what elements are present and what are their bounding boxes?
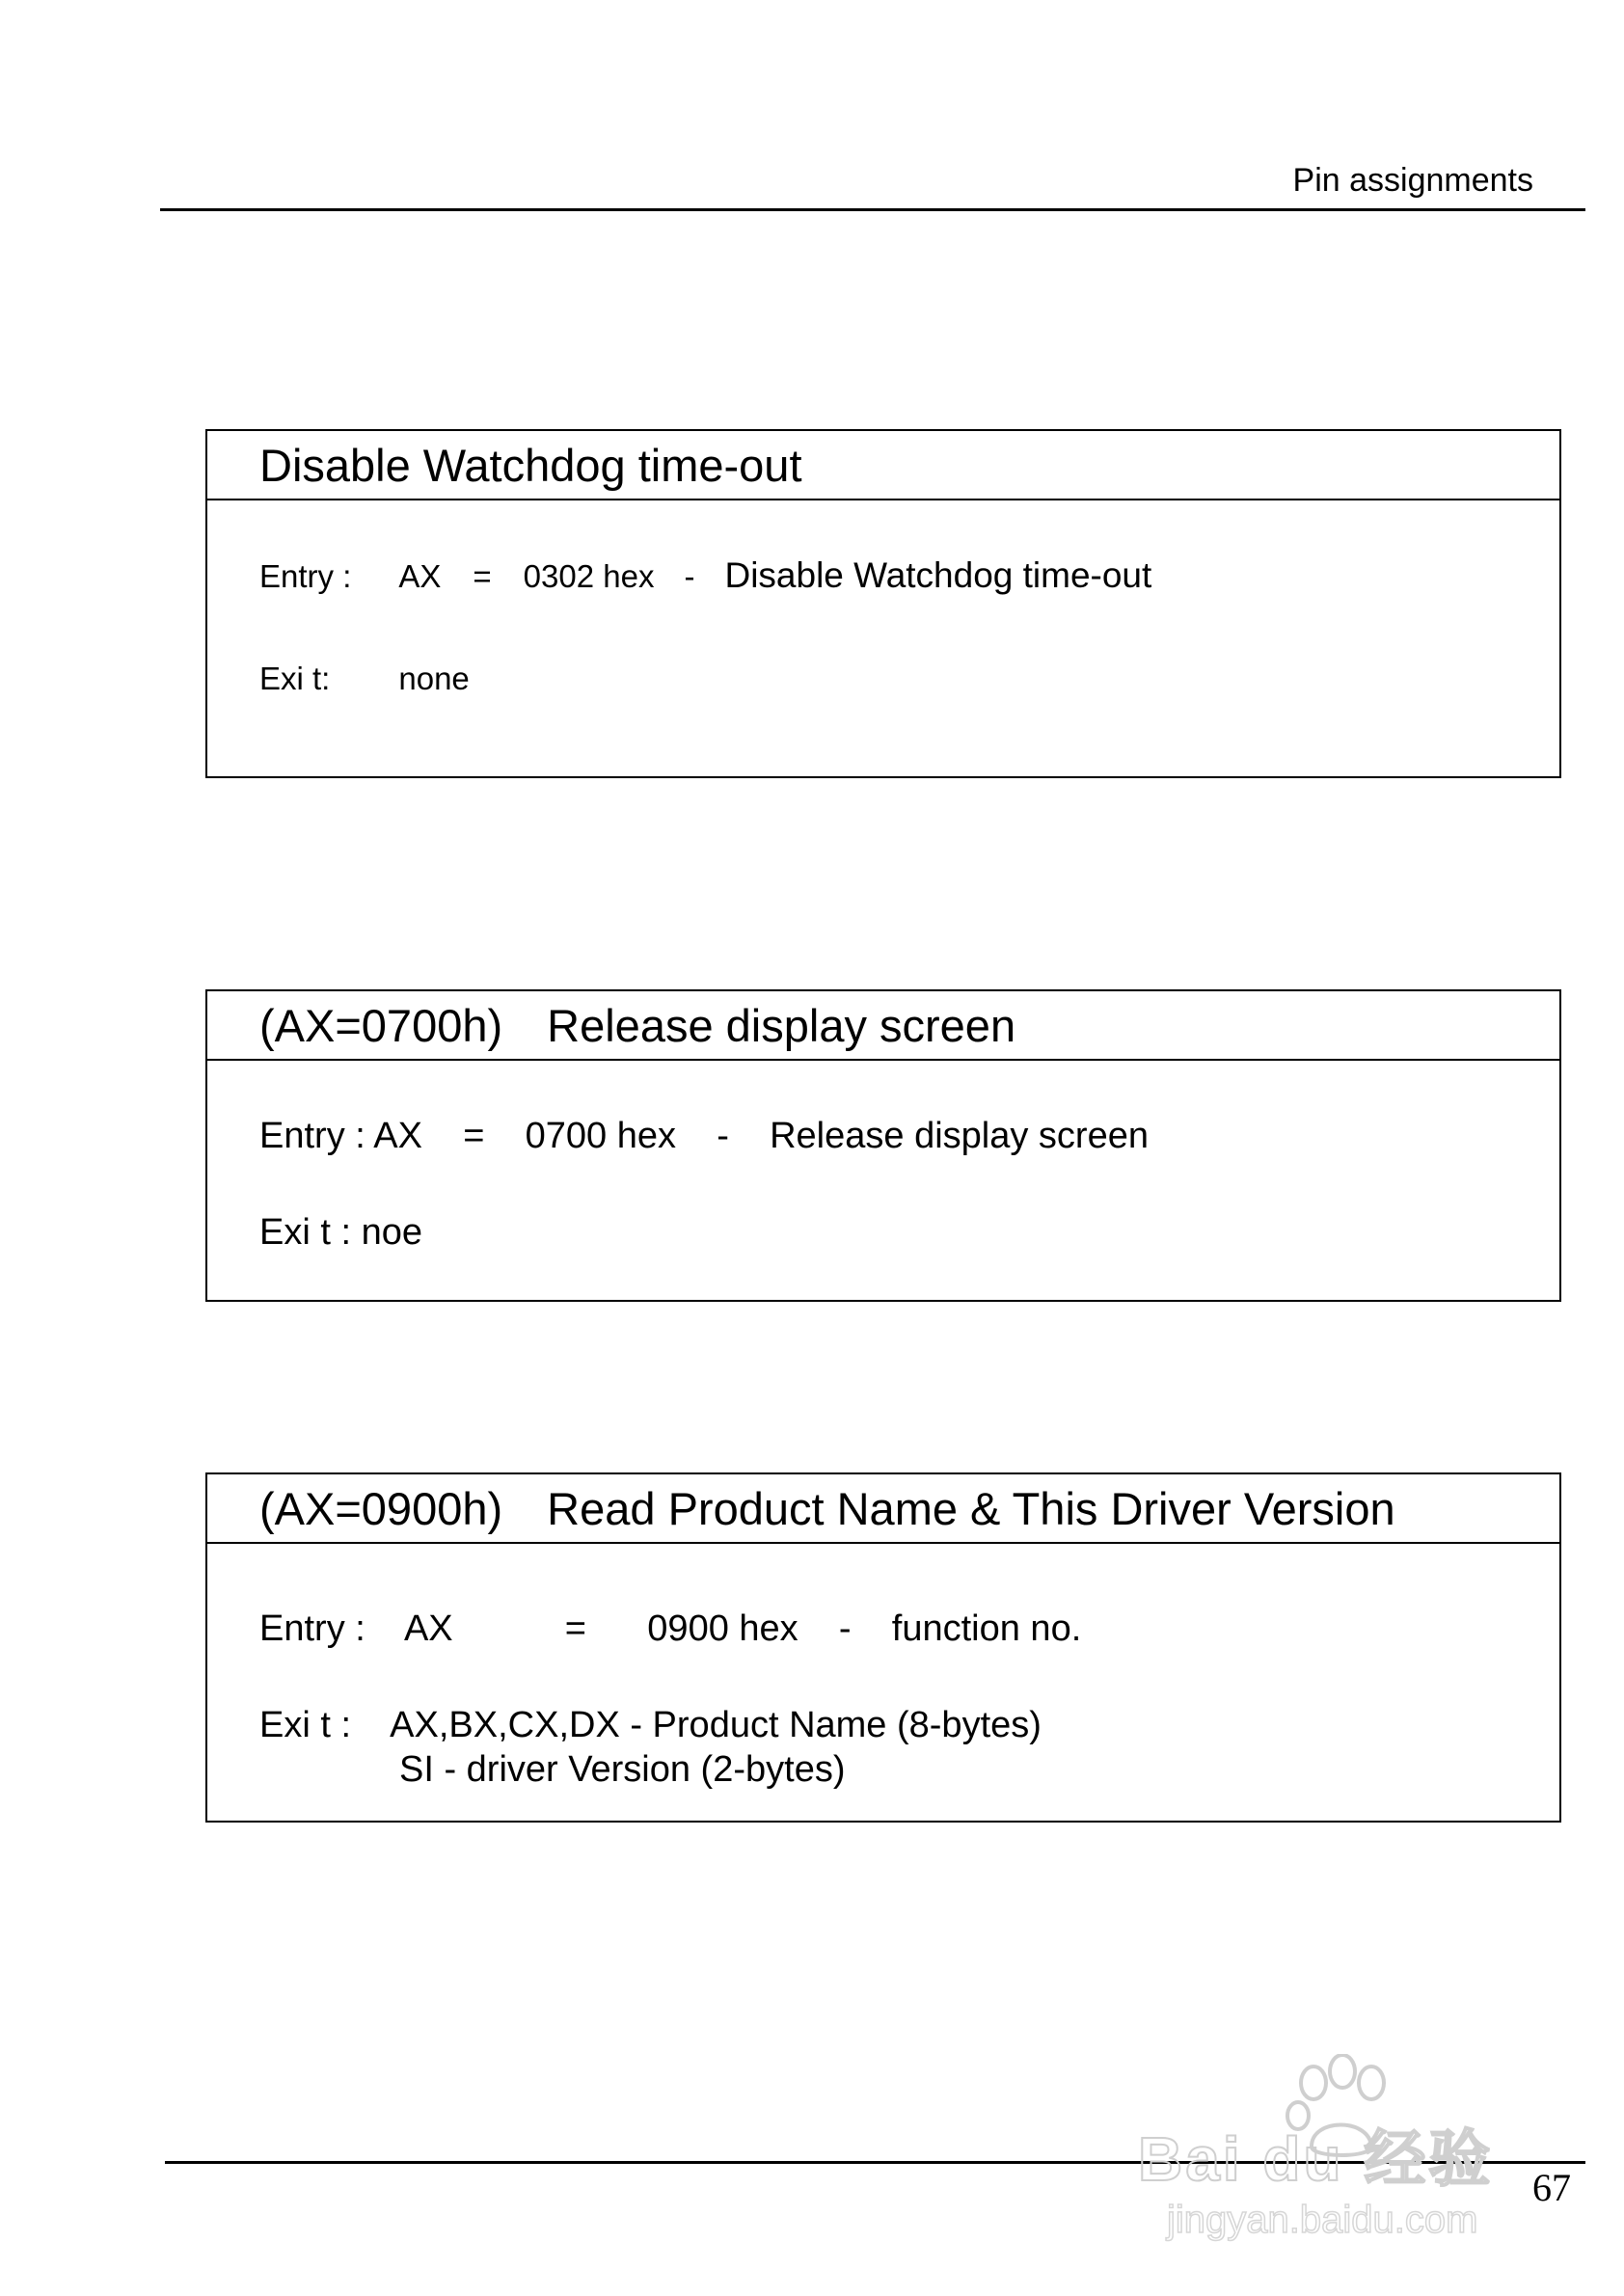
baidu-watermark [1138, 2054, 1562, 2256]
title-text: Read Product Name & This Driver Version [547, 1483, 1395, 1534]
exit-line: Exi t : AX,BX,CX,DX - Product Name (8-bytes) [259, 1705, 1042, 1745]
footer-rule [165, 2161, 1585, 2164]
header-rule [160, 208, 1585, 211]
page-number: 67 [1532, 2166, 1571, 2209]
exit-line: Exi t : noe [259, 1212, 422, 1253]
entry-dash: - [684, 558, 695, 594]
exit-label: Exi t: [259, 661, 331, 696]
entry-label: Entry : [259, 558, 352, 594]
paw-icon [1283, 2054, 1398, 2160]
entry-description: Disable Watchdog time-out [724, 555, 1152, 595]
read-product-name-box [205, 1472, 1561, 1823]
title-code: (AX=0700h) [259, 1000, 503, 1051]
entry-equals: = [473, 558, 492, 594]
entry-register: AX [398, 558, 442, 594]
box-title [207, 991, 1559, 1061]
entry-line: Entry : AX = 0700 hex - Release display screen [259, 1116, 1149, 1156]
entry-value: 0302 hex [523, 558, 655, 594]
watermark-logo: Bai du 经验 [1138, 2124, 1494, 2194]
title-code: (AX=0900h) [259, 1483, 503, 1534]
release-display-box [205, 989, 1561, 1302]
exit-line [259, 658, 470, 700]
exit-value: none [398, 661, 470, 696]
running-header: Pin assignments [1292, 162, 1533, 199]
exit-line-continuation: SI - driver Version (2-bytes) [399, 1749, 846, 1790]
box-title [207, 1474, 1559, 1544]
title-text: Release display screen [547, 1000, 1016, 1051]
disable-watchdog-box [205, 429, 1561, 778]
watermark-url: jingyan.baidu.com [1167, 2199, 1478, 2241]
box-title: Disable Watchdog time-out [207, 431, 1559, 500]
entry-line: Entry : AX = 0900 hex - function no. [259, 1608, 1082, 1649]
entry-line [259, 554, 1151, 598]
